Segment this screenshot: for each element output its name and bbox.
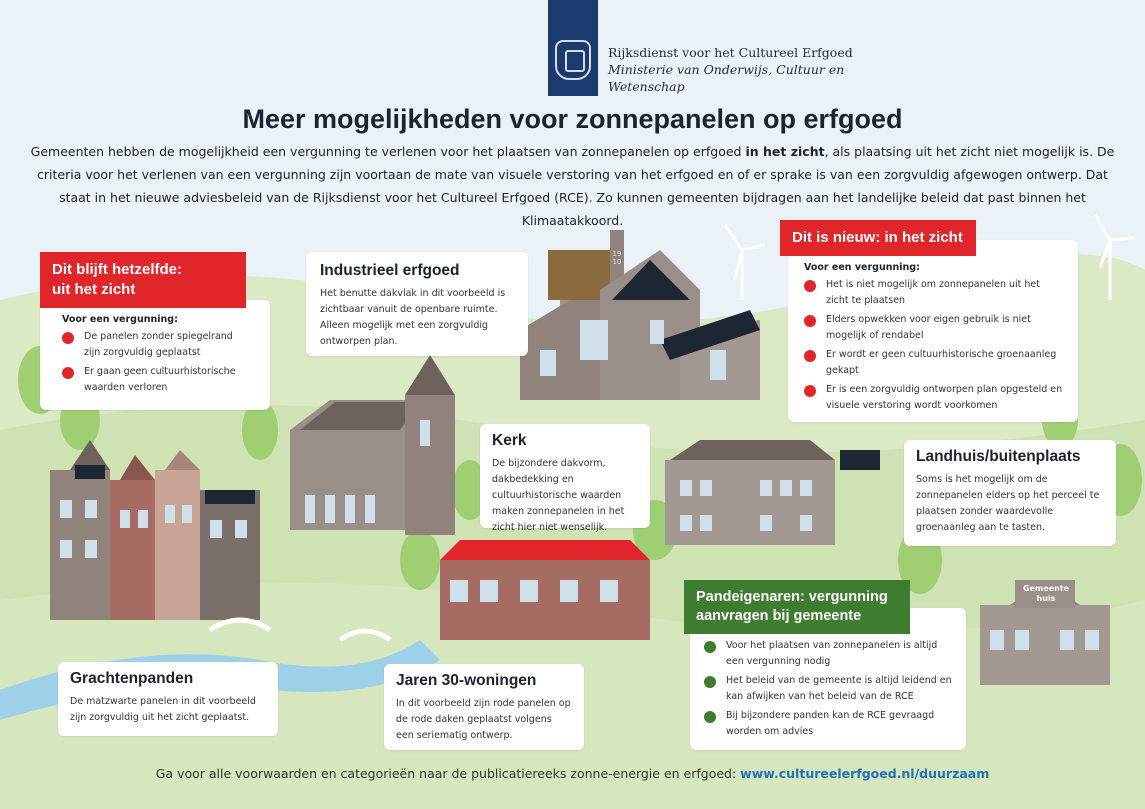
- industrial-card: [306, 252, 528, 356]
- canal-card: [58, 662, 278, 736]
- new-subhead: Voor een vergunning:: [804, 262, 920, 273]
- footer: [0, 766, 1145, 781]
- new-list: [804, 277, 1064, 414]
- intro-part-1: Gemeenten hebben de mogelijkheid een vergunning te verlenen voor het plaatsen van zonnepanelen op erfgoed: [30, 144, 746, 159]
- canal-title: Grachtenpanden: [70, 670, 194, 687]
- industrial-title: Industrieel erfgoed: [320, 262, 460, 279]
- org-name: Rijksdienst voor het Cultureel Erfgoed: [608, 45, 853, 60]
- new-heading: Dit is nieuw: in het zicht: [780, 220, 976, 256]
- thirties-card: [384, 664, 584, 750]
- list-item: Er wordt er geen cultuurhistorische groenaanleg gekapt: [804, 347, 1064, 379]
- red-dot-icon: [62, 367, 74, 379]
- red-dot-icon: [804, 385, 816, 397]
- rce-logo: [548, 0, 598, 96]
- building-year: 1910: [612, 250, 622, 266]
- same-card: [40, 300, 270, 410]
- intro-bold: in het zicht: [745, 144, 825, 159]
- same-subhead: Voor een vergunning:: [62, 314, 178, 325]
- page-title: Meer mogelijkheden voor zonnepanelen op erfgoed: [242, 104, 903, 134]
- red-dot-icon: [804, 315, 816, 327]
- church-card: [480, 424, 650, 533]
- coat-of-arms-icon: [555, 40, 591, 80]
- town-hall-label: Gemeente huis: [1022, 584, 1070, 603]
- canal-text: De matzwarte panelen in dit voorbeeld zijn zorgvuldig uit het zicht geplaatst.: [70, 696, 256, 723]
- owners-list: [704, 638, 954, 740]
- owners-heading: Pandeigenaren: vergunning aanvragen bij gemeente: [684, 580, 910, 634]
- ministry-line-1: Ministerie van Onderwijs, Cultuur en: [608, 62, 845, 77]
- green-dot-icon: [704, 711, 716, 723]
- list-item: Bij bijzondere panden kan de RCE gevraagd worden om advies: [704, 708, 954, 740]
- footer-text: Ga voor alle voorwaarden en categorieën naar de publicatiereeks zonne-energie en erfgoed:: [155, 766, 741, 781]
- list-item: De panelen zonder spiegelrand zijn zorgvuldig geplaatst: [62, 329, 250, 361]
- red-dot-icon: [62, 332, 74, 344]
- manor-card: [904, 440, 1116, 546]
- ministry-line-2: Wetenschap: [608, 79, 685, 94]
- list-item: Het is niet mogelijk om zonnepanelen uit het zicht te plaatsen: [804, 277, 1064, 309]
- list-item: Het beleid van de gemeente is altijd leidend en kan afwijken van het beleid van de RCE: [704, 673, 954, 705]
- industrial-text: Het benutte dakvlak in dit voorbeeld is zichtbaar vanuit de openbare ruimte. Alleen mogelijk met een zorgvuldig ontworpen plan.: [320, 288, 506, 347]
- list-item: Elders opwekken voor eigen gebruik is niet mogelijk of rendabel: [804, 312, 1064, 344]
- list-item: Voor het plaatsen van zonnepanelen is altijd een vergunning nodig: [704, 638, 954, 670]
- list-item: Er is een zorgvuldig ontworpen plan opgesteld en visuele verstoring wordt voorkomen: [804, 382, 1064, 414]
- new-card: [788, 240, 1078, 422]
- organization-name: [608, 44, 868, 95]
- church-text: De bijzondere dakvorm, dakbedekking en cultuurhistorische waarden maken zonnepanelen in het zicht hier niet wenselijk.: [492, 458, 625, 533]
- intro-text: [20, 140, 1125, 232]
- red-dot-icon: [804, 350, 816, 362]
- same-heading: Dit blijft hetzelfde: uit het zicht: [40, 252, 246, 308]
- intro-part-2: , als plaatsing uit het zicht niet mogelijk is. De criteria voor het verlenen van een vergunning zijn voortaan de mate van visuele verstoring van het erfgoed en of er sprake is van een zorgvuldig afgewogen ontwerp. Dat staat in het nieuwe adviesbeleid van de Rijksdienst voor het Cultureel Erfgoed (RCE). Zo kunnen gemeenten bijdragen aan het landelijke beleid dat past binnen het Klimaatakkoord.: [37, 144, 1115, 228]
- thirties-title: Jaren 30-woningen: [396, 672, 537, 689]
- footer-link[interactable]: www.cultureelerfgoed.nl/duurzaam: [740, 766, 990, 781]
- same-list: [62, 329, 250, 396]
- green-dot-icon: [704, 641, 716, 653]
- church-title: Kerk: [492, 432, 527, 449]
- red-dot-icon: [804, 280, 816, 292]
- manor-title: Landhuis/buitenplaats: [916, 448, 1081, 465]
- list-item: Er gaan geen cultuurhistorische waarden verloren: [62, 364, 250, 396]
- green-dot-icon: [704, 676, 716, 688]
- thirties-text: In dit voorbeeld zijn rode panelen op de rode daken geplaatst volgens een seriematig ontwerp.: [396, 698, 571, 741]
- manor-text: Soms is het mogelijk om de zonnepanelen elders op het perceel te plaatsen zonder waardevolle groenaanleg aan te tasten.: [916, 474, 1100, 533]
